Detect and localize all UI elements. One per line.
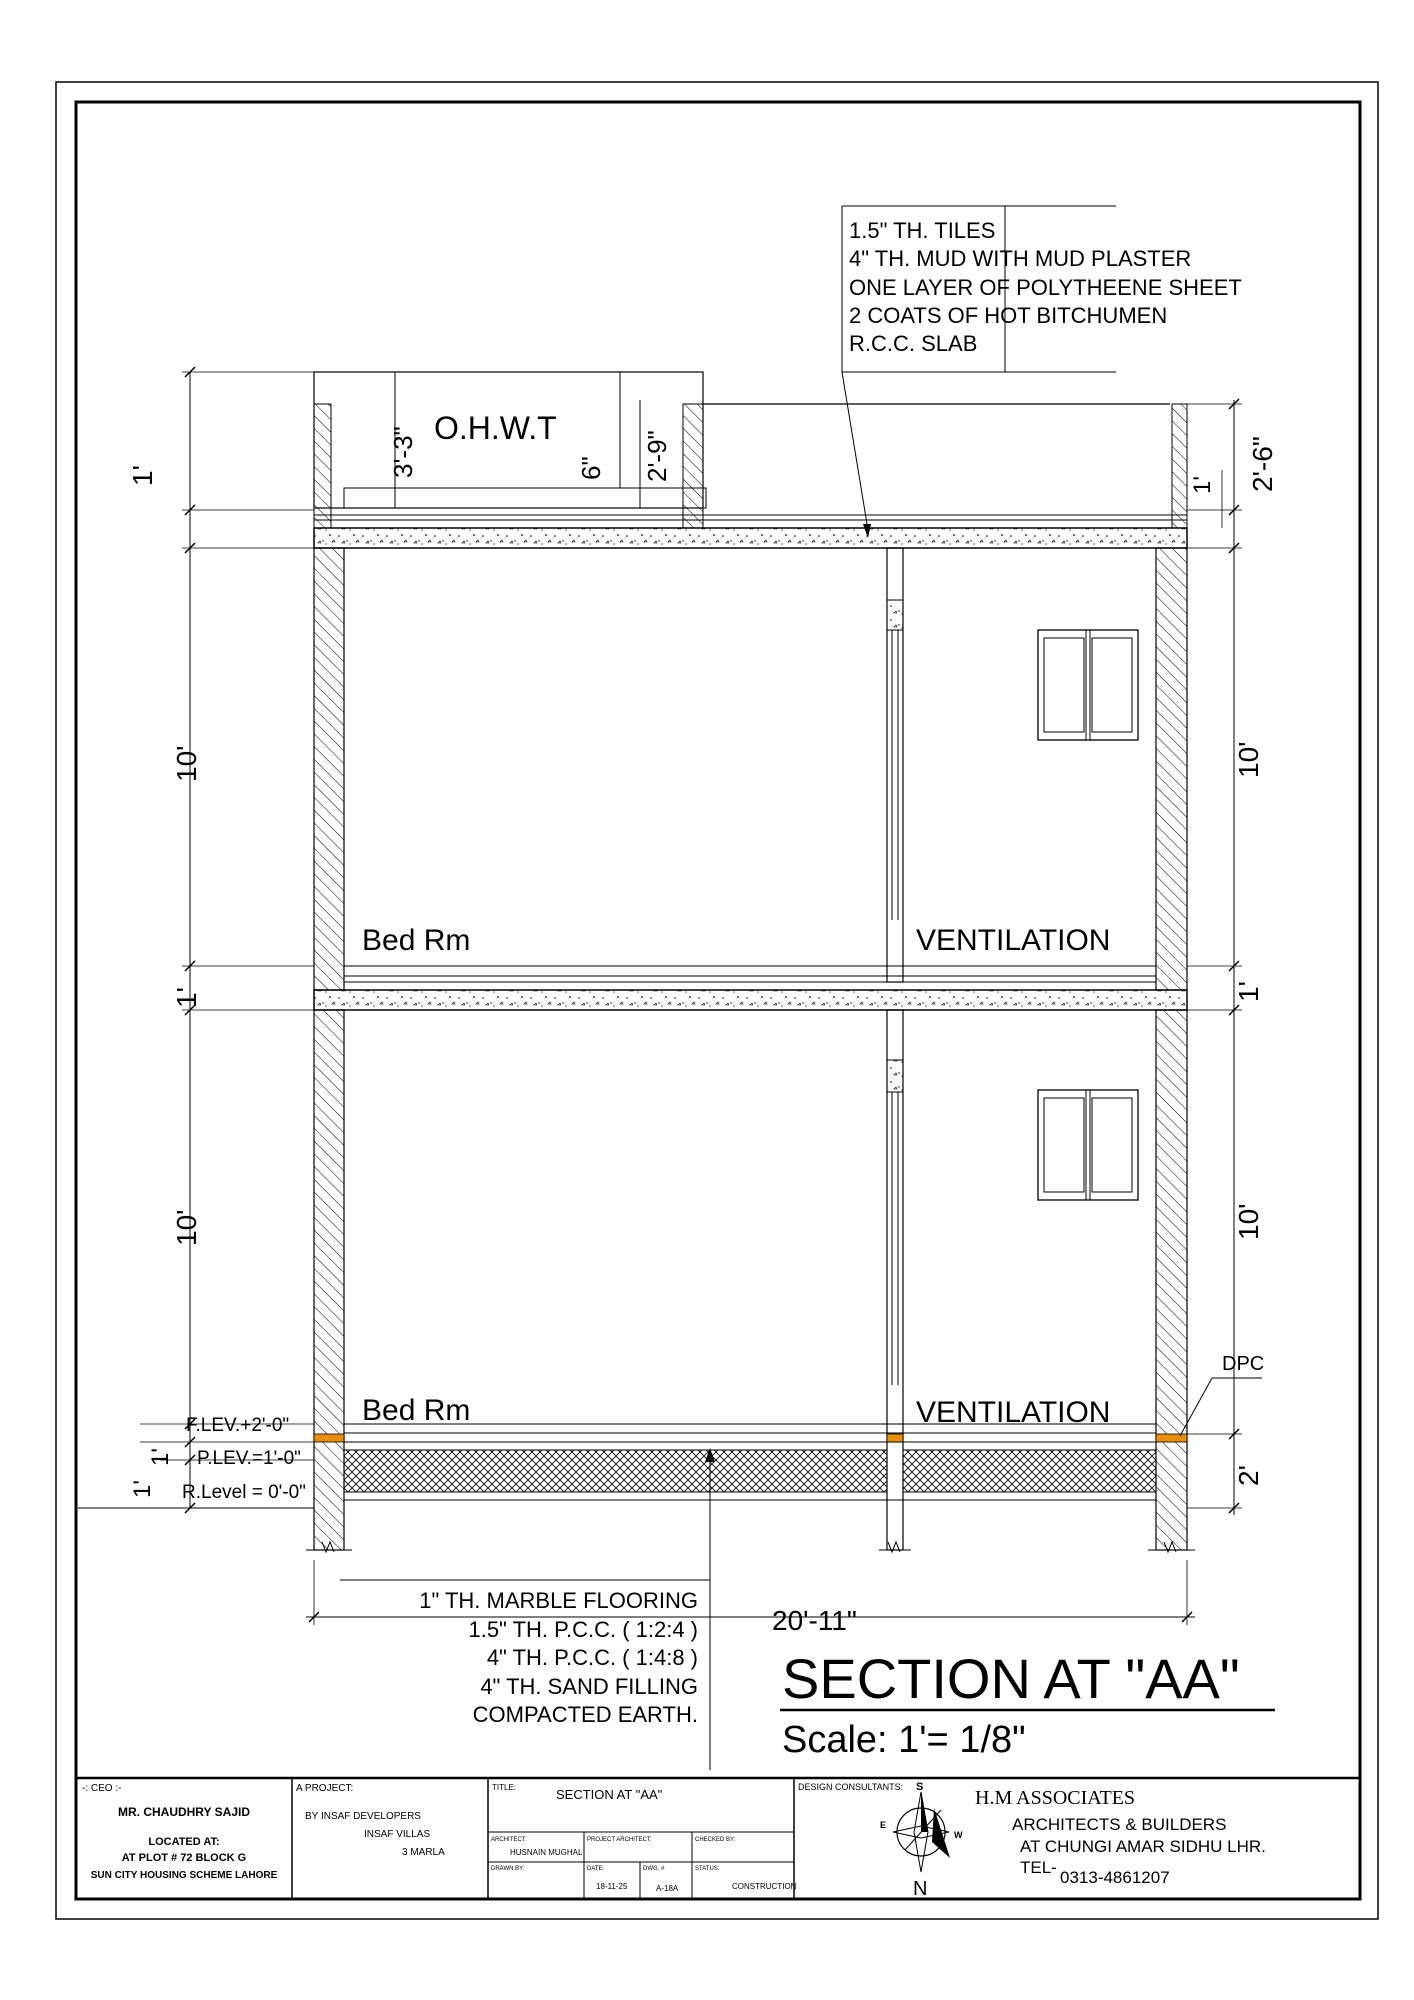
floor-spec-line: COMPACTED EARTH. <box>472 1702 698 1727</box>
dim-right-slab: 1' <box>1233 981 1264 1002</box>
tel-label: TEL- <box>1020 1858 1057 1877</box>
compass-north: N <box>913 1878 928 1900</box>
room-label-bed-lower: Bed Rm <box>362 1394 471 1427</box>
overhead-water-tank <box>314 372 706 528</box>
room-label-vent-upper: VENTILATION <box>916 924 1111 957</box>
ohwt-height-dim: 3'-3" <box>388 426 418 478</box>
ohwt-wall-dim: 6" <box>576 456 606 480</box>
sand-filling-left <box>344 1450 887 1492</box>
level-plinth: P.LEV.=1'-0" <box>197 1448 301 1469</box>
location-line-1: AT PLOT # 72 BLOCK G <box>121 1852 247 1864</box>
room-label-vent-lower: VENTILATION <box>916 1396 1111 1429</box>
checked-label: CHECKED BY: <box>695 1837 736 1843</box>
title-label: TITLE: <box>492 1783 517 1792</box>
date-value: 18-11-25 <box>596 1882 628 1891</box>
wall-left-lower <box>314 1010 344 1550</box>
dpc-mid <box>887 1434 903 1442</box>
roof-slab <box>314 528 1187 548</box>
developer: BY INSAF DEVELOPERS <box>305 1811 421 1822</box>
roof-spec-line: 1.5" TH. TILES <box>849 218 996 243</box>
dpc-label: DPC <box>1222 1353 1265 1375</box>
ceo-label: -: CEO :- <box>82 1783 122 1794</box>
wall-right-upper <box>1156 548 1187 990</box>
architect-label: ARCHITECT: <box>491 1837 527 1843</box>
roof-spec-line: ONE LAYER OF POLYTHEENE SHEET <box>849 275 1242 300</box>
room-label-bed-upper: Bed Rm <box>362 924 471 957</box>
right-dimensions <box>1187 399 1278 1515</box>
dim-left-slab: 1' <box>171 987 202 1008</box>
level-floor: F.LEV.+2'-0" <box>186 1415 290 1436</box>
roof-spec-line: 2 COATS OF HOT BITCHUMEN <box>849 303 1168 328</box>
wall-right-lower <box>1156 1010 1187 1550</box>
window-upper <box>1038 630 1138 740</box>
floor-spec-callout <box>340 1448 715 1770</box>
dim-overall-width: 20'-11" <box>772 1605 857 1636</box>
ceo-name: MR. CHAUDHRY SAJID <box>117 1805 251 1819</box>
dim-right-parapet: 2'-6" <box>1247 436 1278 492</box>
foundation-breaks <box>306 1542 1195 1552</box>
wall-left-upper <box>314 548 344 990</box>
section-title: SECTION AT "AA" <box>782 1647 1240 1710</box>
dwg-value: A-18A <box>656 1884 679 1893</box>
compass-icon <box>893 1792 950 1872</box>
status-label: STATUS: <box>695 1866 720 1872</box>
status-value: CONSTRUCTION <box>732 1882 797 1891</box>
dim-right-plinth: 2' <box>1233 1465 1264 1486</box>
dpc-right <box>1156 1434 1187 1442</box>
date-label: DATE: <box>587 1866 605 1872</box>
title-value: SECTION AT "AA" <box>556 1787 663 1802</box>
dim-right-lower: 10' <box>1233 1203 1264 1240</box>
dpc-callout <box>1180 1353 1264 1436</box>
dim-left-upper: 10' <box>171 745 202 782</box>
drawn-label: DRAWN BY: <box>491 1866 525 1872</box>
compass-east: E <box>880 1820 887 1830</box>
ohwt-label: O.H.W.T <box>434 410 557 446</box>
plot-size: 3 MARLA <box>402 1847 445 1858</box>
ohwt-height2-dim: 2'-9" <box>642 430 672 482</box>
window-lower <box>1038 1090 1138 1200</box>
dim-left-top: 1' <box>127 465 158 486</box>
dim-left-plinth-2: 1' <box>129 1480 156 1498</box>
firm-name: H.M ASSOCIATES <box>975 1787 1136 1809</box>
project-architect-label: PROJECT ARCHITECT: <box>587 1837 652 1843</box>
architect-value: HUSNAIN MUGHAL <box>510 1848 583 1857</box>
roof-spec-line: R.C.C. SLAB <box>849 331 978 356</box>
dim-right-parapet-small: 1' <box>1189 476 1216 494</box>
dwg-label: DWG. # <box>643 1866 665 1872</box>
dpc-left <box>314 1434 344 1442</box>
tel-value: 0313-4861207 <box>1060 1868 1170 1887</box>
first-floor-slab <box>314 990 1187 1010</box>
level-road: R.Level = 0'-0" <box>182 1482 306 1503</box>
roof-spec-line: 4" TH. MUD WITH MUD PLASTER <box>849 246 1192 271</box>
floor-spec-line: 4" TH. P.C.C. ( 1:4:8 ) <box>486 1645 698 1670</box>
consultants-label: DESIGN CONSULTANTS: <box>798 1782 904 1792</box>
compass-south: S <box>916 1781 924 1793</box>
compass-west: W <box>954 1830 963 1840</box>
dim-left-lower: 10' <box>171 1209 202 1246</box>
floor-spec-line: 4" TH. SAND FILLING <box>480 1674 698 1699</box>
located-label: LOCATED AT: <box>148 1836 220 1848</box>
title-block <box>76 1778 1360 1900</box>
project-label: A PROJECT: <box>296 1783 354 1794</box>
villas: INSAF VILLAS <box>364 1829 431 1840</box>
location-line-2: SUN CITY HOUSING SCHEME LAHORE <box>90 1870 278 1881</box>
dim-right-upper: 10' <box>1233 741 1264 778</box>
sand-filling-right <box>903 1450 1156 1492</box>
firm-line-2: AT CHUNGI AMAR SIDHU LHR. <box>1020 1837 1266 1856</box>
floor-spec-line: 1" TH. MARBLE FLOORING <box>419 1588 698 1613</box>
dim-left-plinth-1: 1' <box>147 1448 174 1466</box>
section-scale: Scale: 1'= 1/8" <box>782 1719 1026 1761</box>
firm-line-1: ARCHITECTS & BUILDERS <box>1012 1815 1227 1834</box>
floor-spec-line: 1.5" TH. P.C.C. ( 1:2:4 ) <box>468 1617 698 1642</box>
